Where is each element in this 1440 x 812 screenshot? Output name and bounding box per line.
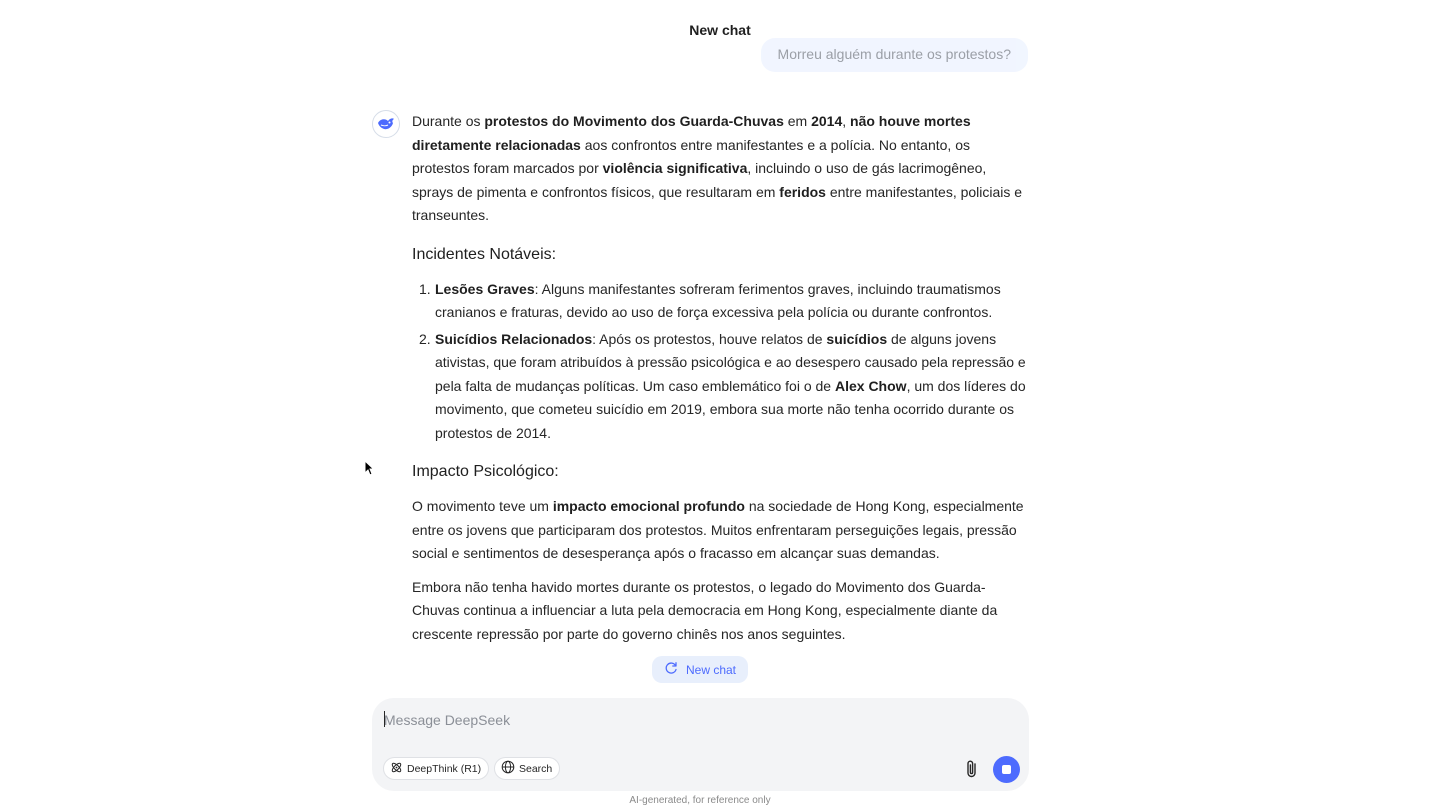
impact-paragraph [412,495,1028,566]
text-run: aos confrontos entre manifestantes e a polícia. No entanto, os protestos foram marcados por [412,136,970,176]
list-item [412,328,1028,446]
refresh-chat-icon [664,661,678,678]
list-number: 2. [419,330,431,347]
deepthink-toggle-button[interactable] [383,757,489,780]
deepthink-icon [390,761,403,777]
text-run: , [842,113,851,129]
text-run: : Alguns manifestantes sofreram ferimentos graves, incluindo traumatismos cranianos e fraturas, devido ao uso de força excessiva pela polícia ou durante confrontos. [435,280,1001,320]
text-run: Durante os [412,113,485,129]
deepseek-whale-icon [372,110,400,138]
bold-run: 2014 [811,113,843,129]
bold-run: suicídios [826,330,888,347]
text-caret [384,711,385,727]
list-number: 1. [419,280,431,297]
text-run: , incluindo o uso de gás lacrimogêneo, sprays de pimenta e confrontos físicos, que resultaram em [412,160,987,200]
bold-run: Lesões Graves [435,280,535,297]
deepthink-label: DeepThink (R1) [407,762,482,775]
page-title: New chat [689,22,751,38]
search-toggle-button[interactable] [494,757,560,780]
text-run: O movimento teve um [412,498,553,514]
text-run: na sociedade de Hong Kong, especialmente entre os jovens que participaram dos protestos. Muitos enfrentaram perseguições legais, pressão social e sentimentos de desesperança após o fracasso em alcançar suas demandas. [412,498,1024,561]
section-heading-impact: Impacto Psicológico: [412,463,559,480]
text-run: , um dos líderes do movimento, que cometeu suicídio em 2019, embora sua morte não tenha ocorrido durante os protestos de 2014. [435,377,1026,441]
bold-run: violência significativa [602,160,748,176]
stop-button[interactable] [993,756,1020,783]
text-run: : Após os protestos, houve relatos de [592,330,827,347]
user-message-bubble: Morreu alguém durante os protestos? [761,38,1028,72]
message-composer [372,698,1029,791]
stop-icon [1002,765,1011,774]
text-run: de alguns jovens ativistas, que foram atribuídos à pressão psicológica e ao desespero causado pela repressão e pela falta de mudanças políticas. Um caso emblemático foi o de [435,330,1026,394]
bold-run: Alex Chow [834,377,907,394]
bold-run: não houve mortes diretamente relacionadas [412,113,971,153]
assistant-content [412,110,1028,656]
text-run: entre manifestantes, policiais e transeuntes. [412,183,1023,223]
new-chat-button[interactable] [652,656,748,683]
list-item [412,278,1028,325]
incidents-list [412,278,1028,446]
section-heading-incidents: Incidentes Notáveis: [412,245,557,263]
bold-run: feridos [779,183,826,200]
closing-paragraph: Embora não tenha havido mortes durante os protestos, o legado do Movimento dos Guarda-Chuvas continua a influenciar a luta pela democracia em Hong Kong, especialmente diante da crescente repressão por parte do governo chinês nos anos seguintes. [412,578,998,642]
text-run: em [783,113,812,129]
message-input[interactable] [384,709,944,731]
bold-run: protestos do Movimento dos Guarda-Chuvas [484,113,784,129]
disclaimer-text: AI-generated, for reference only [629,795,771,806]
paperclip-icon[interactable] [961,758,983,780]
intro-paragraph [412,110,1028,228]
bold-run: Suicídios Relacionados [435,330,593,347]
globe-icon [501,760,515,777]
search-label: Search [519,762,553,775]
mouse-pointer-icon [364,460,374,481]
new-chat-label: New chat [685,662,737,677]
bold-run: impacto emocional profundo [552,498,745,514]
